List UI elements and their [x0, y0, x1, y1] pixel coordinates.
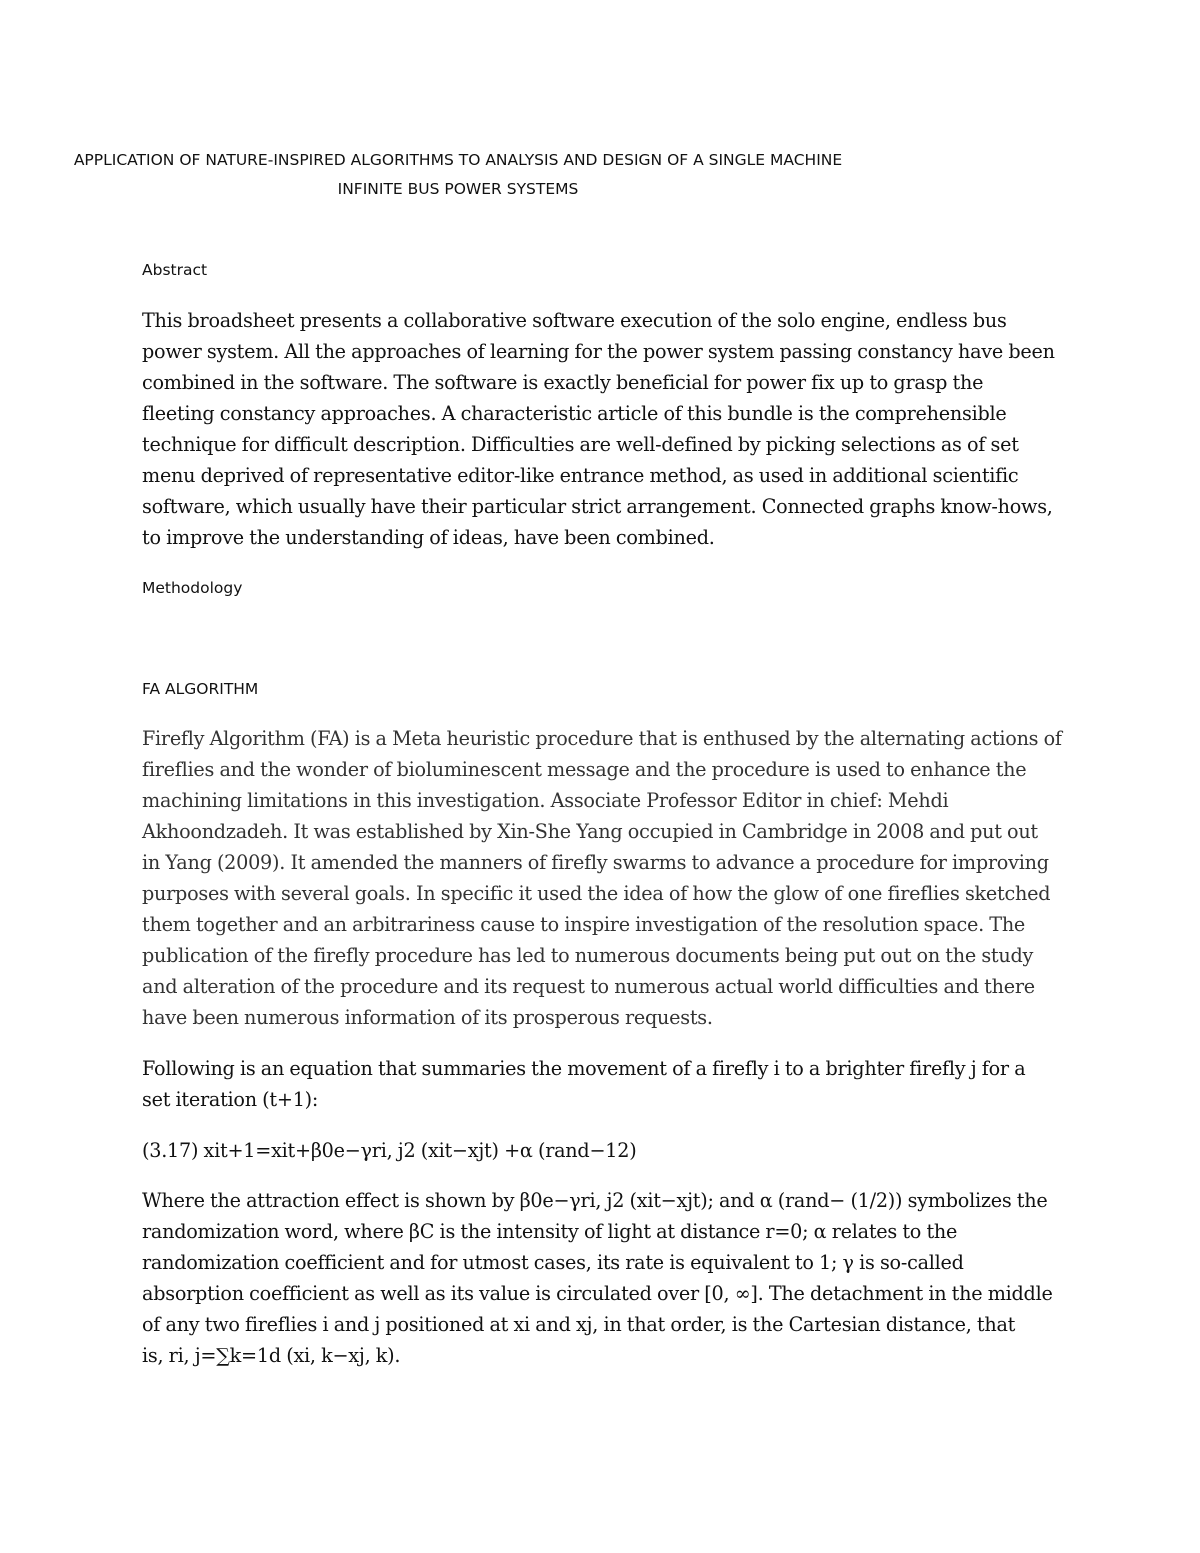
- abstract-line: This broadsheet presents a collaborative software execution of the solo engine, endless bus: [142, 309, 1007, 332]
- fa-line: and alteration of the procedure and its request to numerous actual world difficulties and there: [142, 975, 1035, 998]
- where-line: randomization coefficient and for utmost cases, its rate is equivalent to 1; γ is so-called: [142, 1251, 964, 1274]
- where-paragraph: [142, 1185, 1062, 1371]
- fa-line: in Yang (2009). It amended the manners of firefly swarms to advance a procedure for improving: [142, 851, 1049, 874]
- fa-paragraph: [142, 723, 1062, 1033]
- equation-line: [142, 1135, 1062, 1166]
- abstract-line: fleeting constancy approaches. A characteristic article of this bundle is the comprehensible: [142, 402, 1007, 425]
- abstract-heading: Abstract: [142, 261, 208, 279]
- fa-line: publication of the firefly procedure has led to numerous documents being put out on the study: [142, 944, 1034, 967]
- equation-text: (3.17) xit+1=xit+β0e−γri, j2 (xit−xjt) +α (rand−12): [142, 1139, 637, 1162]
- where-line: of any two fireflies i and j positioned at xi and xj, in that order, is the Cartesian distance, that: [142, 1313, 1016, 1336]
- abstract-line: power system. All the approaches of learning for the power system passing constancy have been: [142, 340, 1055, 363]
- fa-algorithm-heading: FA ALGORITHM: [142, 680, 259, 698]
- abstract-paragraph: [142, 305, 1062, 553]
- abstract-line: combined in the software. The software is exactly beneficial for power fix up to grasp the: [142, 371, 984, 394]
- fa-line: Akhoondzadeh. It was established by Xin-She Yang occupied in Cambridge in 2008 and put out: [142, 820, 1038, 843]
- abstract-line: to improve the understanding of ideas, have been combined.: [142, 526, 715, 549]
- document-title: [0, 146, 988, 204]
- where-line: randomization word, where βC is the intensity of light at distance r=0; α relates to the: [142, 1220, 958, 1243]
- fa-line: Firefly Algorithm (FA) is a Meta heuristic procedure that is enthused by the alternating actions of: [142, 727, 1062, 750]
- methodology-heading: Methodology: [142, 579, 243, 597]
- abstract-line: menu deprived of representative editor-like entrance method, as used in additional scientific: [142, 464, 1019, 487]
- title-line-1: APPLICATION OF NATURE-INSPIRED ALGORITHMS TO ANALYSIS AND DESIGN OF A SINGLE MACHINE: [73, 151, 843, 169]
- where-line: absorption coefficient as well as its value is circulated over [0, ∞]. The detachment in the middle: [142, 1282, 1053, 1305]
- abstract-line: technique for difficult description. Difficulties are well-defined by picking selections as of set: [142, 433, 1019, 456]
- fa-line: have been numerous information of its prosperous requests.: [142, 1006, 713, 1029]
- abstract-line: software, which usually have their particular strict arrangement. Connected graphs know-hows,: [142, 495, 1053, 518]
- following-paragraph: [142, 1053, 1062, 1115]
- fa-line: machining limitations in this investigation. Associate Professor Editor in chief: Mehdi: [142, 789, 949, 812]
- title-line-2: INFINITE BUS POWER SYSTEMS: [337, 180, 579, 198]
- fa-line: them together and an arbitrariness cause to inspire investigation of the resolution space. The: [142, 913, 1026, 936]
- where-line: Where the attraction effect is shown by β0e−γri, j2 (xit−xjt); and α (rand− (1/2)) symbolizes the: [142, 1189, 1048, 1212]
- fa-line: purposes with several goals. In specific it used the idea of how the glow of one fireflies sketched: [142, 882, 1051, 905]
- following-line: Following is an equation that summaries the movement of a firefly i to a brighter firefly j for a: [142, 1057, 1026, 1080]
- fa-line: fireflies and the wonder of bioluminescent message and the procedure is used to enhance the: [142, 758, 1027, 781]
- where-line: is, ri, j=∑k=1d (xi, k−xj, k).: [142, 1344, 401, 1367]
- following-line: set iteration (t+1):: [142, 1088, 319, 1111]
